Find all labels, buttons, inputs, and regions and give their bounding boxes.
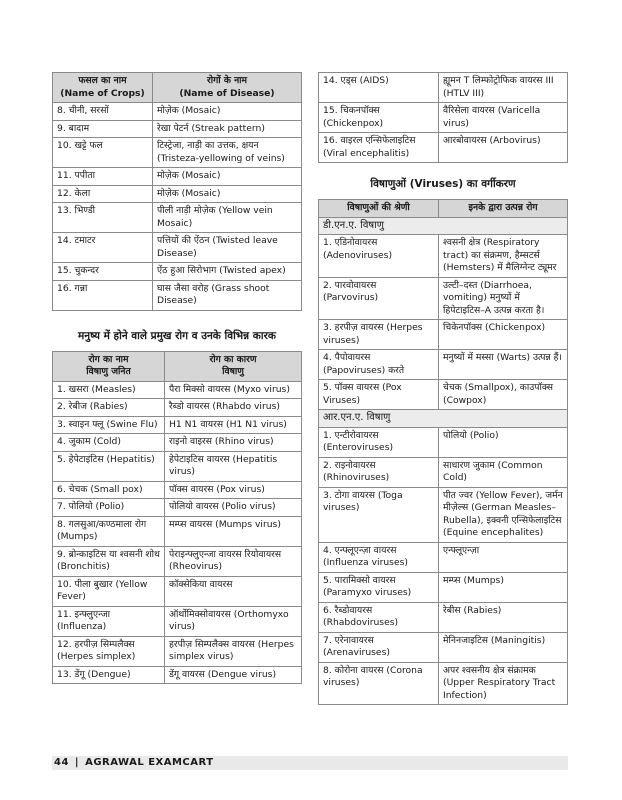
table-row <box>53 546 302 576</box>
row-value-cell: मोज़ेक (Mosaic) <box>153 185 302 203</box>
row-label-cell: 12. केला <box>53 185 153 203</box>
table-row <box>319 320 568 350</box>
row-value-cell: पोलियो वायरस (Polio virus) <box>165 499 302 517</box>
row-label-cell: 10. खट्टे फल <box>53 138 153 168</box>
table-row <box>319 103 568 133</box>
row-value-cell: चेचक (Smallpox), काउपॉक्स (Cowpox) <box>439 380 568 410</box>
row-label-cell: 16. गन्ना <box>53 280 153 310</box>
row-label-cell: 3. हरपीज़ वायरस (Herpes viruses) <box>319 320 439 350</box>
table-row <box>319 457 568 487</box>
crops-disease-table <box>52 72 302 311</box>
row-value-cell: रेबीस (Rabies) <box>439 602 568 632</box>
table-row <box>53 399 302 417</box>
table-row <box>53 233 302 263</box>
table-row <box>53 138 302 168</box>
row-label-cell: 4. एन्फ्लूएन्ज़ा वायरस (Influenza viruses) <box>319 542 439 572</box>
table-row <box>319 662 568 705</box>
row-value-cell: H1 N1 वायरस (H1 N1 virus) <box>165 416 302 434</box>
row-value-cell: ऑर्थोमिक्सोवायरस (Orthomyxo virus) <box>165 606 302 636</box>
dna-virus-subheading-row <box>319 217 568 235</box>
row-label-cell: 13. भिण्डी <box>53 203 153 233</box>
row-value-cell: पीली नाड़ी मोज़ेक (Yellow vein Mosaic) <box>153 203 302 233</box>
row-value-cell: घास जैसा वरोह (Grass shoot Disease) <box>153 280 302 310</box>
table-row <box>53 451 302 481</box>
row-value-cell: साधारण जुकाम (Common Cold) <box>439 457 568 487</box>
rna-virus-subheading: आर.एन.ए. विषाणु <box>319 410 568 428</box>
row-value-cell: उल्टी–दस्त (Diarrhoea, vomiting) मनुष्यों में हिपेटाइटिस–A उत्पन्न करता है। <box>439 277 568 320</box>
row-label-cell: 10. पीला बुखार (Yellow Fever) <box>53 576 165 606</box>
row-label-cell: 11. इन्फ्लुएन्जा (Influenza) <box>53 606 165 636</box>
table-row <box>319 427 568 457</box>
table-row <box>319 380 568 410</box>
row-value-cell: मनुष्यों में मस्सा (Warts) उत्पन्न हैं। <box>439 350 568 380</box>
viral-diseases-continued-table <box>318 72 568 163</box>
row-label-cell: 8. गलसुआ/कण्ठमाला रोग (Mumps) <box>53 516 165 546</box>
footer <box>54 757 214 768</box>
page-number: 44 <box>54 757 69 768</box>
row-value-cell: मोज़ेक (Mosaic) <box>153 168 302 186</box>
row-label-cell: 6. चेचक (Small pox) <box>53 481 165 499</box>
row-label-cell: 4. जुकाम (Cold) <box>53 434 165 452</box>
table-row <box>53 516 302 546</box>
table-row <box>319 632 568 662</box>
row-label-cell: 12. हरपीज़ सिम्पलैक्स (Herpes simplex) <box>53 636 165 666</box>
row-value-cell: पॉक्स वायरस (Pox virus) <box>165 481 302 499</box>
row-label-cell: 7. एरेनावायरस (Arenaviruses) <box>319 632 439 662</box>
row-label-cell: 3. स्वाइन फ्लू (Swine Flu) <box>53 416 165 434</box>
rna-virus-subheading-row <box>319 410 568 428</box>
row-value-cell: रेखा पेटर्न (Streak pattern) <box>153 120 302 138</box>
row-label-cell: 2. पारवोवायरस (Parvovirus) <box>319 277 439 320</box>
row-value-cell: पेराइन्फ्लुएन्जा वायरस रियोवायरस (Rheovirus) <box>165 546 302 576</box>
row-value-cell: मेनिनजाइटिस (Maningitis) <box>439 632 568 662</box>
right-column <box>318 0 568 705</box>
row-value-cell: ह्यूमन T लिम्फोट्रोफिक वायरस III (HTLV III) <box>439 73 568 103</box>
table-header-row <box>53 73 302 103</box>
table-header-row <box>53 351 302 381</box>
row-value-cell: पैरा मिक्सो वायरस (Myxo virus) <box>165 381 302 399</box>
header-virus-category: विषाणुओं की श्रेणी <box>319 200 439 218</box>
row-value-cell: मम्प्स वायरस (Mumps virus) <box>165 516 302 546</box>
row-value-cell: मम्प्स (Mumps) <box>439 572 568 602</box>
row-label-cell: 15. चिकनपॉक्स (Chickenpox) <box>319 103 439 133</box>
table-row <box>53 576 302 606</box>
row-label-cell: 16. वाइरल एन्सिफेलाइटिस (Viral encephalitis) <box>319 133 439 163</box>
row-label-cell: 3. टोगा वायरस (Toga viruses) <box>319 487 439 542</box>
row-value-cell: राइनो वाइरस (Rhino virus) <box>165 434 302 452</box>
table-row <box>319 133 568 163</box>
brand-name: AGRAWAL EXAMCART <box>85 757 214 768</box>
row-value-cell: पीत ज्वर (Yellow Fever), जर्मन मीज़ेल्स (German Measles–Rubella), इक्वनी एन्सिफेलाइटिस (Equine encephalites) <box>439 487 568 542</box>
table-row <box>319 572 568 602</box>
row-label-cell: 13. डेंगू (Dengue) <box>53 666 165 684</box>
table-row <box>319 542 568 572</box>
header-disease: रोगों के नाम (Name of Disease) <box>153 73 302 103</box>
row-value-cell: डेंगू वायरस (Dengue virus) <box>165 666 302 684</box>
row-label-cell: 14. एड्स (AIDS) <box>319 73 439 103</box>
row-value-cell: हरपीज़ सिम्पलैक्स वायरस (Herpes simplex virus) <box>165 636 302 666</box>
table-row <box>53 263 302 281</box>
row-label-cell: 2. रेबीज (Rabies) <box>53 399 165 417</box>
table-row <box>319 277 568 320</box>
row-value-cell: वैरिसेला वायरस (Varicella virus) <box>439 103 568 133</box>
table-row <box>53 168 302 186</box>
row-value-cell: आरबोवायरस (Arbovirus) <box>439 133 568 163</box>
row-value-cell: ऐंठ हुआ सिरोभाग (Twisted apex) <box>153 263 302 281</box>
row-value-cell: टिस्ट्रेजा, नाड़ी का उत्तक, क्षयन (Tristeza-yellowing of veins) <box>153 138 302 168</box>
header-cause: रोग का कारण विषाणु <box>165 351 302 381</box>
table-row <box>53 120 302 138</box>
table-row <box>319 73 568 103</box>
row-label-cell: 1. एन्टीरोवायरस (Enteroviruses) <box>319 427 439 457</box>
table-row <box>53 434 302 452</box>
row-value-cell: पोलियो (Polio) <box>439 427 568 457</box>
table-row <box>53 280 302 310</box>
header-disease-name: रोग का नाम विषाणु जनित <box>53 351 165 381</box>
row-label-cell: 15. चुकन्दर <box>53 263 153 281</box>
dna-virus-subheading: डी.एन.ए. विषाणु <box>319 217 568 235</box>
row-label-cell: 7. पोलियो (Polio) <box>53 499 165 517</box>
row-label-cell: 6. रैब्डोवायरस (Rhabdoviruses) <box>319 602 439 632</box>
table-row <box>53 185 302 203</box>
footer-separator: | <box>74 757 80 768</box>
row-label-cell: 9. बादाम <box>53 120 153 138</box>
row-label-cell: 4. पैपोवायरस (Papoviruses) करते <box>319 350 439 380</box>
table-header-row <box>319 200 568 218</box>
table-row <box>53 606 302 636</box>
row-label-cell: 5. हेपेटाइटिस (Hepatitis) <box>53 451 165 481</box>
header-crop: फसल का नाम (Name of Crops) <box>53 73 153 103</box>
table-row <box>53 636 302 666</box>
row-value-cell: कॉक्सेकिया वायरस <box>165 576 302 606</box>
virus-classification-title: विषाणुओं (Viruses) का वर्गीकरण <box>370 178 516 190</box>
table-row <box>53 666 302 684</box>
human-disease-section-title: मनुष्य में होने वाले प्रमुख रोग व उनके विभिन्न कारक <box>78 329 276 342</box>
table-row <box>53 203 302 233</box>
human-disease-table <box>52 351 302 685</box>
row-value-cell: हेपेटाइटिस वायरस (Hepatitis virus) <box>165 451 302 481</box>
table-row <box>319 350 568 380</box>
row-label-cell: 5. पॉक्स वायरस (Pox Viruses) <box>319 380 439 410</box>
table-row <box>53 103 302 121</box>
table-row <box>319 602 568 632</box>
table-row <box>53 499 302 517</box>
left-column <box>52 0 302 684</box>
table-row <box>53 481 302 499</box>
header-diseases-caused: इनके द्वारा उत्पन्न रोग <box>439 200 568 218</box>
virus-classification-table <box>318 199 568 705</box>
row-label-cell: 1. एडिनोवायरस (Adenoviruses) <box>319 235 439 278</box>
row-label-cell: 9. ब्रोन्काइटिस या श्वसनी शोथ (Bronchitis) <box>53 546 165 576</box>
row-value-cell: श्वसनी क्षेत्र (Respiratory tract) का संक्रमण, हैम्सटर्स (Hemsters) में मैलिग्नेन्ट ट्यूमर <box>439 235 568 278</box>
row-value-cell: अपर श्वसनीय क्षेत्र संक्रामक (Upper Respiratory Tract Infection) <box>439 662 568 705</box>
row-value-cell: चिकेनपॉक्स (Chickenpox) <box>439 320 568 350</box>
row-label-cell: 5. पारामिक्सो वायरस (Paramyxo viruses) <box>319 572 439 602</box>
row-label-cell: 11. पपीता <box>53 168 153 186</box>
row-label-cell: 14. टमाटर <box>53 233 153 263</box>
table-row <box>319 235 568 278</box>
row-value-cell: पत्तियों की ऐंठन (Twisted leave Disease) <box>153 233 302 263</box>
row-label-cell: 8. चीनी, सरसों <box>53 103 153 121</box>
row-value-cell: एन्फ्लूएन्ज़ा <box>439 542 568 572</box>
row-value-cell: रैब्डो वायरस (Rhabdo virus) <box>165 399 302 417</box>
table-row <box>53 381 302 399</box>
table-row <box>319 487 568 542</box>
row-value-cell: मोज़ेक (Mosaic) <box>153 103 302 121</box>
row-label-cell: 2. राइनोवायरस (Rhinoviruses) <box>319 457 439 487</box>
row-label-cell: 8. कोरोना वायरस (Corona viruses) <box>319 662 439 705</box>
table-row <box>53 416 302 434</box>
row-label-cell: 1. खसरा (Measles) <box>53 381 165 399</box>
